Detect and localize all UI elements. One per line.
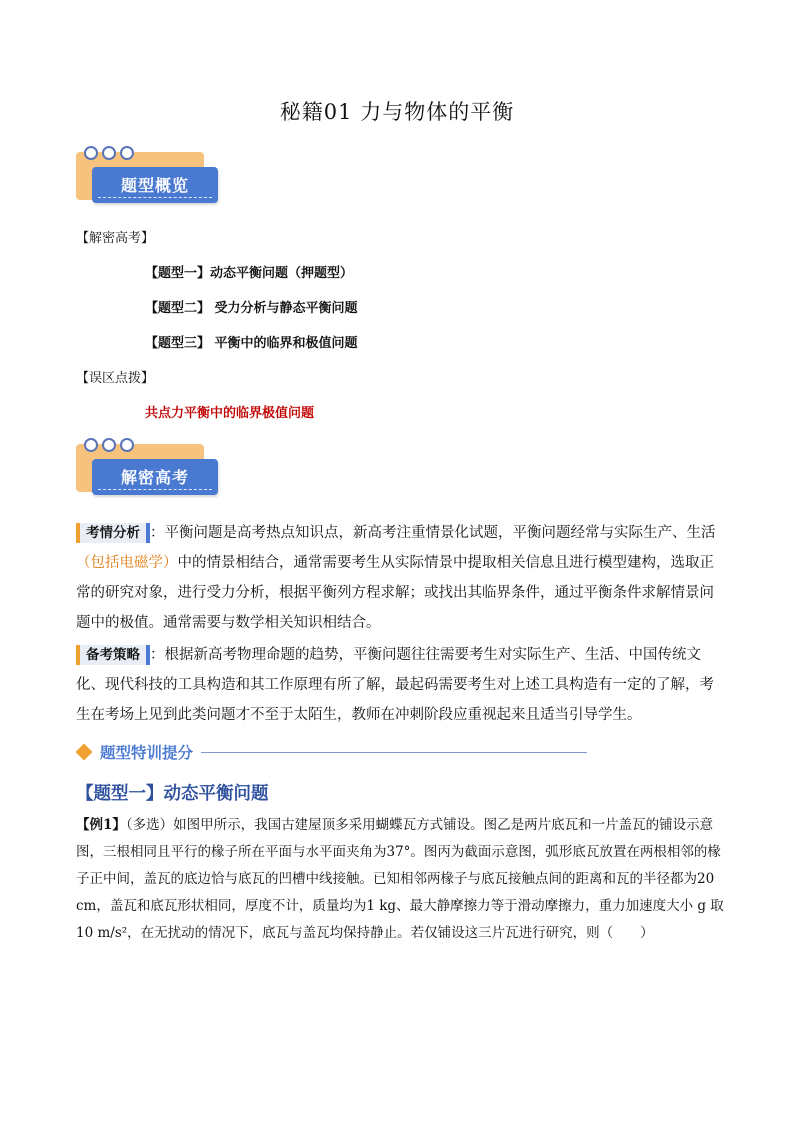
page-title: 秘籍01 力与物体的平衡: [279, 100, 515, 124]
diamond-icon: [76, 744, 93, 761]
beikao-text: ：根据新高考物理命题的趋势，平衡问题往往需要考生对实际生产、生活、中国传统文化、现代科技的工具构造和其工作原理有所了解，最起码需要考生对上述工具构造有一定的了解，考生在考场上见到此类问题才不至于太陌生，教师在冲刺阶段应重视起来且适当引导学生。: [76, 647, 714, 723]
beikao-paragraph: [76, 640, 724, 730]
overview-type-1: 【题型一】动态平衡问题（押题型）: [145, 266, 354, 281]
banner-jiemi: [72, 438, 222, 508]
kaoqing-highlight: 包括电磁学: [90, 555, 163, 571]
kaoqing-paren-close: ）: [163, 555, 178, 571]
example-paragraph: [76, 812, 726, 947]
overview-type-3: 【题型三】 平衡中的临界和极值问题: [145, 336, 358, 351]
banner-label: 题型概览: [120, 176, 189, 195]
kaoqing-paragraph: [76, 518, 724, 638]
section-title: 题型特训提分: [100, 744, 194, 762]
overview-jiemi-heading: 【解密高考】: [76, 231, 155, 246]
type1-heading: 【题型一】动态平衡问题: [76, 784, 269, 804]
kaoqing-paren-open: （: [76, 555, 91, 571]
banner-front: [92, 459, 218, 495]
section-heading: [76, 741, 587, 763]
banner-label: 解密高考: [120, 468, 189, 487]
section-rule: [201, 752, 587, 753]
kaoqing-text-a: ：平衡问题是高考热点知识点，新高考注重情景化试题，平衡问题经常与实际生产、生活: [150, 525, 716, 541]
kaoqing-tag: 考情分析: [76, 523, 150, 543]
ring-binder-icon: [84, 438, 134, 452]
example-label: 【例1】: [76, 817, 126, 833]
banner-overview: [72, 146, 222, 216]
banner-front: [92, 167, 218, 203]
ring-binder-icon: [84, 146, 134, 160]
kaoqing-text-b: 中的情景相结合，通常需要考生从实际情景中提取相关信息且进行模型建构，选取正常的研究对象，进行受力分析，根据平衡列方程求解；或找出其临界条件，通过平衡条件求解情景问题中的极值。通常需要与数学相关知识相结合。: [76, 555, 714, 631]
example-text: （多选）如图甲所示，我国古建屋顶多采用蝴蝶瓦方式铺设。图乙是两片底瓦和一片盖瓦的铺设示意图，三根相同且平行的椽子所在平面与水平面夹角为37°。图丙为截面示意图，弧形底瓦放置在两根相邻的椽子正中间，盖瓦的底边恰与底瓦的凹槽中线接触。已知相邻两椽子与底瓦接触点间的距离和瓦的半径都为20 cm，盖瓦和底瓦形状相同，厚度不计，质量均为1 kg、最大静摩擦力等于滑动摩擦力，重力加速度大小 g 取10 m/s²，在无扰动的情况下，底瓦与盖瓦均保持静止。若仅铺设这三片瓦进行研究，则（ ）: [76, 817, 724, 941]
overview-wuqu-item: 共点力平衡中的临界极值问题: [145, 406, 315, 421]
overview-type-2: 【题型二】 受力分析与静态平衡问题: [145, 301, 358, 316]
beikao-tag: 备考策略: [76, 645, 150, 665]
overview-wuqu-heading: 【误区点拨】: [76, 371, 155, 386]
